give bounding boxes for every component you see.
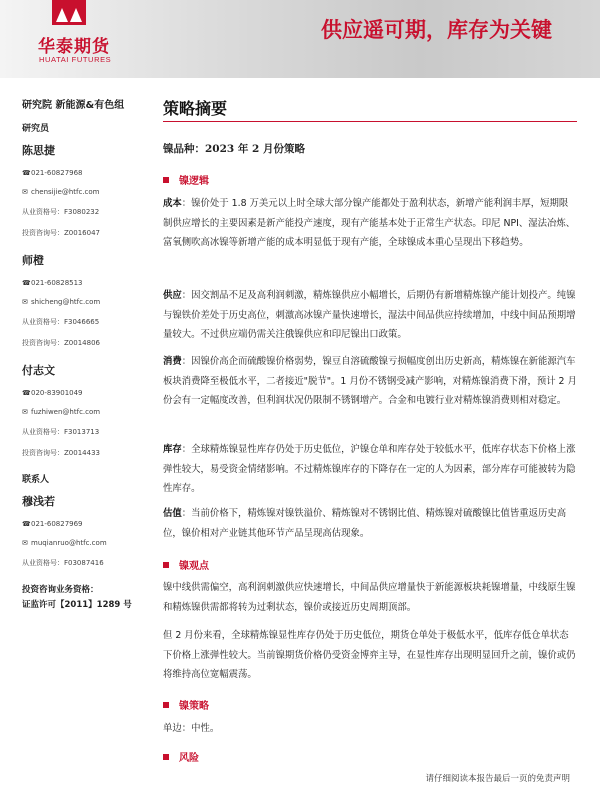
researcher-label: 研究员	[22, 124, 50, 134]
analyst-cert: 从业资格号：F3013713	[22, 428, 100, 436]
analyst-cert: 从业资格号：F3046665	[22, 318, 100, 326]
analyst-phone: ☎021-60828513	[22, 279, 83, 287]
logic-heading: 镍逻辑	[163, 172, 209, 187]
analyst-phone: ☎021-60827968	[22, 169, 83, 177]
view-heading: 镍观点	[163, 557, 209, 572]
inventory-label: 库存	[163, 444, 182, 455]
analyst-name: 陈思捷	[22, 144, 55, 157]
analyst-email[interactable]: ✉ fuzhiwen@htfc.com	[22, 408, 101, 416]
view-paragraph-2: 但 2 月份来看，全球精炼镍显性库存仍处于历史低位，期货仓单处于极低水平，低库存低仓单状态下价格上涨弹性较大。当前镍期货价格仍受资金博弈主导，在显性库存出现明显回升之前，镍价或仍将维持高位宽幅震荡。	[163, 630, 576, 680]
huatai-logo-icon	[52, 0, 86, 30]
analyst-email[interactable]: ✉ shicheng@htfc.com	[22, 298, 101, 306]
license-info	[22, 583, 132, 613]
analyst-name: 付志文	[22, 364, 55, 377]
strategy-subtitle: 镍品种：2023 年 2 月份策略	[163, 143, 305, 155]
consume-text: ：因镍价高企而硫酸镍价格弱势，镍豆自溶硫酸镍亏损幅度创出历史新高，精炼镍在新能源汽车板块消费降至极低水平，二者接近"脱节"。1 月份不锈钢受减产影响，对精炼镍消费下滑，预计 2 月份会有一定幅度改善，但利润状况仍限制不锈钢增产。合金和电镀行业对精炼镍消费则相对稳定。	[163, 356, 577, 406]
contact-label: 联系人	[22, 475, 50, 485]
contact-email[interactable]: ✉ muqianruo@htfc.com	[22, 539, 107, 547]
analyst-invest: 投资咨询号：Z0014806	[22, 339, 100, 347]
supply-paragraph	[163, 286, 577, 345]
bullet-square-icon	[163, 702, 169, 708]
contact-cert: 从业资格号：F03087416	[22, 559, 104, 567]
mail-icon: ✉	[22, 539, 28, 547]
phone-icon: ☎	[22, 169, 31, 177]
report-header	[0, 0, 600, 78]
disclaimer-footer: 请仔细阅读本报告最后一页的免责声明	[425, 774, 570, 784]
risk-heading: 风险	[163, 749, 199, 764]
author-sidebar	[22, 96, 150, 568]
cost-paragraph	[163, 194, 577, 253]
valuation-paragraph	[163, 504, 577, 543]
analyst-card	[22, 142, 150, 238]
supply-text: ：因交割品不足及高利润刺激，精炼镍供应小幅增长，后期仍有新增精炼镍产能计划投产。纯镍与镍铁价差处于历史高位，刺激高冰镍产量快速增长，湿法中间品供应持续增加，中线中间品预期增量较大。不过供应端仍需关注俄镍供应和印尼镍出口政策。	[163, 290, 576, 340]
phone-icon: ☎	[22, 520, 31, 528]
consume-paragraph	[163, 352, 577, 411]
bullet-square-icon	[163, 177, 169, 183]
phone-icon: ☎	[22, 279, 31, 287]
strategy-heading: 镍策略	[163, 697, 209, 712]
view-paragraph-1: 镍中线供需偏空，高利润刺激供应快速增长，中间品供应增量快于新能源板块耗镍增量，中线原生镍和精炼镍供需都将转为过剩状态，镍价或接近历史周期顶部。	[163, 582, 576, 613]
inventory-paragraph	[163, 440, 577, 499]
bullet-square-icon	[163, 562, 169, 568]
inventory-text: ：全球精炼镍显性库存仍处于历史低位，沪镍仓单和库存处于较低水平，低库存状态下价格上涨弹性较大，易受资金情绪影响。不过精炼镍库存的下降存在一定的人为因素，部分库存可能被转为隐性库存。	[163, 444, 576, 494]
analyst-cert: 从业资格号：F3080232	[22, 208, 100, 216]
license-number: 证监许可【2011】1289 号	[22, 600, 132, 610]
valuation-label: 估值	[163, 508, 182, 519]
phone-icon: ☎	[22, 389, 31, 397]
logo-english-name: HUATAI FUTURES	[39, 55, 112, 64]
contact-phone: ☎021-60827969	[22, 520, 83, 528]
license-label: 投资咨询业务资格：	[22, 585, 99, 595]
analyst-invest: 投资咨询号：Z0016047	[22, 229, 100, 237]
analyst-phone: ☎020-83901049	[22, 389, 83, 397]
report-title: 供应遥可期，库存为关键	[321, 18, 552, 42]
contact-name: 穆浅若	[22, 495, 55, 508]
strategy-paragraph: 单边：中性。	[163, 723, 220, 734]
mail-icon: ✉	[22, 298, 28, 306]
bullet-square-icon	[163, 754, 169, 760]
consume-label: 消费	[163, 356, 182, 367]
cost-text: ：镍价处于 1.8 万美元以上时全球大部分镍产能都处于盈利状态，新增产能利润丰厚，短期限制供应增长的主要因素是新产能投产速度，现有产能基本处于正常生产状态。印尼 NPI、湿法冶炼、富氧侧吹高冰镍等新增产能的成本明显低于现有产能，全球镍成本重心呈现出下移趋势。	[163, 198, 576, 248]
department: 研究院 新能源&有色组	[22, 100, 125, 111]
analyst-invest: 投资咨询号：Z0014433	[22, 449, 100, 457]
analyst-name: 师橙	[22, 254, 44, 267]
contact-card	[22, 493, 150, 568]
title-divider	[163, 121, 577, 122]
section-title: 策略摘要	[163, 99, 228, 118]
logo-chinese-name: 华泰期货	[38, 37, 110, 57]
huatai-logo	[18, 0, 138, 74]
analyst-card	[22, 252, 150, 348]
valuation-text: ：当前价格下，精炼镍对镍铁溢价、精炼镍对不锈钢比值、精炼镍对硫酸镍比值皆重返历史高位，镍价相对产业链其他环节产品呈现高估现象。	[163, 508, 567, 539]
main-content	[163, 96, 577, 119]
mail-icon: ✉	[22, 188, 28, 196]
analyst-email[interactable]: ✉ chensijie@htfc.com	[22, 188, 100, 196]
mail-icon: ✉	[22, 408, 28, 416]
cost-label: 成本	[163, 198, 182, 209]
analyst-card	[22, 362, 150, 458]
supply-label: 供应	[163, 290, 182, 301]
